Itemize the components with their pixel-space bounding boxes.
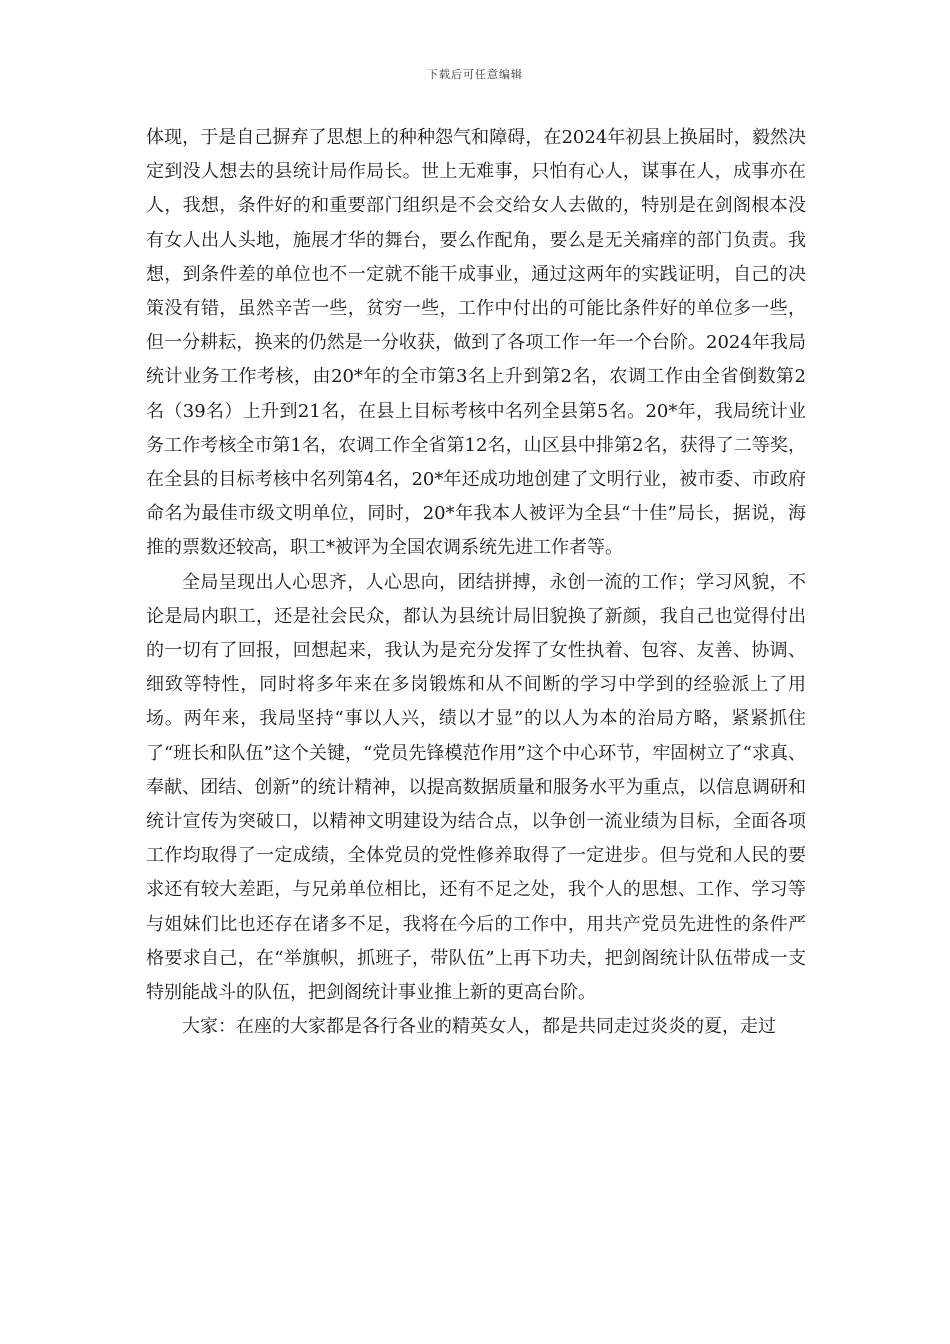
page-header: 下载后可任意编辑	[427, 68, 523, 81]
paragraph-continuation: 体现，于是自己摒弃了思想上的种种怨气和障碍，在2024年初县上换届时，毅然决定到没人想去的县统计局作局长。世上无难事，只怕有心人，谋事在人，成事亦在人，我想，条件好的和重要部门组织是不会交给女人去做的，特别是在剑阁根本没有女人出人头地，施展才华的舞台，要么作配角，要么是无关痛痒的部门负责。我想，到条件差的单位也不一定就不能干成事业，通过这两年的实践证明，自己的决策没有错，虽然辛苦一些，贫穷一些，工作中付出的可能比条件好的单位多一些，但一分耕耘，换来的仍然是一分收获，做到了各项工作一年一个台阶。2024年我局统计业务工作考核，由20*年的全市第3名上升到第2名，农调工作由全省倒数第2名（39名）上升到21名，在县上目标考核中名列全县第5名。20*年，我局统计业务工作考核全市第1名，农调工作全省第12名，山区县中排第2名，获得了二等奖，在全县的目标考核中名列第4名，20*年还成功地创建了文明行业，被市委、市政府命名为最佳市级文明单位，同时，20*年我本人被评为全县“十佳”局长，据说，海推的票数还较高，职工*被评为全国农调系统先进工作者等。	[146, 127, 806, 559]
paragraph: 全局呈现出人心思齐，人心思向，团结拼搏，永创一流的工作；学习风貌，不论是局内职工，还是社会民众，都认为县统计局旧貌换了新颜，我自己也觉得付出的一切有了回报，回想起来，我认为是充分发挥了女性执着、包容、友善、协调、细致等特性，同时将多年来在多岗锻炼和从不间断的学习中学到的经验派上了用场。两年来，我局坚持“事以人兴，绩以才显”的以人为本的治局方略，紧紧抓住了“班长和队伍”这个关键，“党员先锋模范作用”这个中心环节，牢固树立了“求真、奉献、团结、创新”的统计精神，以提高数据质量和服务水平为重点，以信息调研和统计宣传为突破口，以精神文明建设为结合点，以争创一流业绩为目标，全面各项工作均取得了一定成绩，全体党员的党性修养取得了一定进步。但与党和人民的要求还有较大差距，与兄弟单位相比，还有不足之处，我个人的思想、工作、学习等与姐妹们比也还存在诸多不足，我将在今后的工作中，用共产党员先进性的条件严格要求自己，在“举旗帜，抓班子，带队伍”上再下功夫，把剑阁统计队伍带成一支特别能战斗的队伍，把剑阁统计事业推上新的更高台阶。	[146, 571, 806, 1004]
document-body	[146, 121, 806, 1044]
paragraph: 大家：在座的大家都是各行各业的精英女人，都是共同走过炎炎的夏，走过	[182, 1016, 776, 1038]
